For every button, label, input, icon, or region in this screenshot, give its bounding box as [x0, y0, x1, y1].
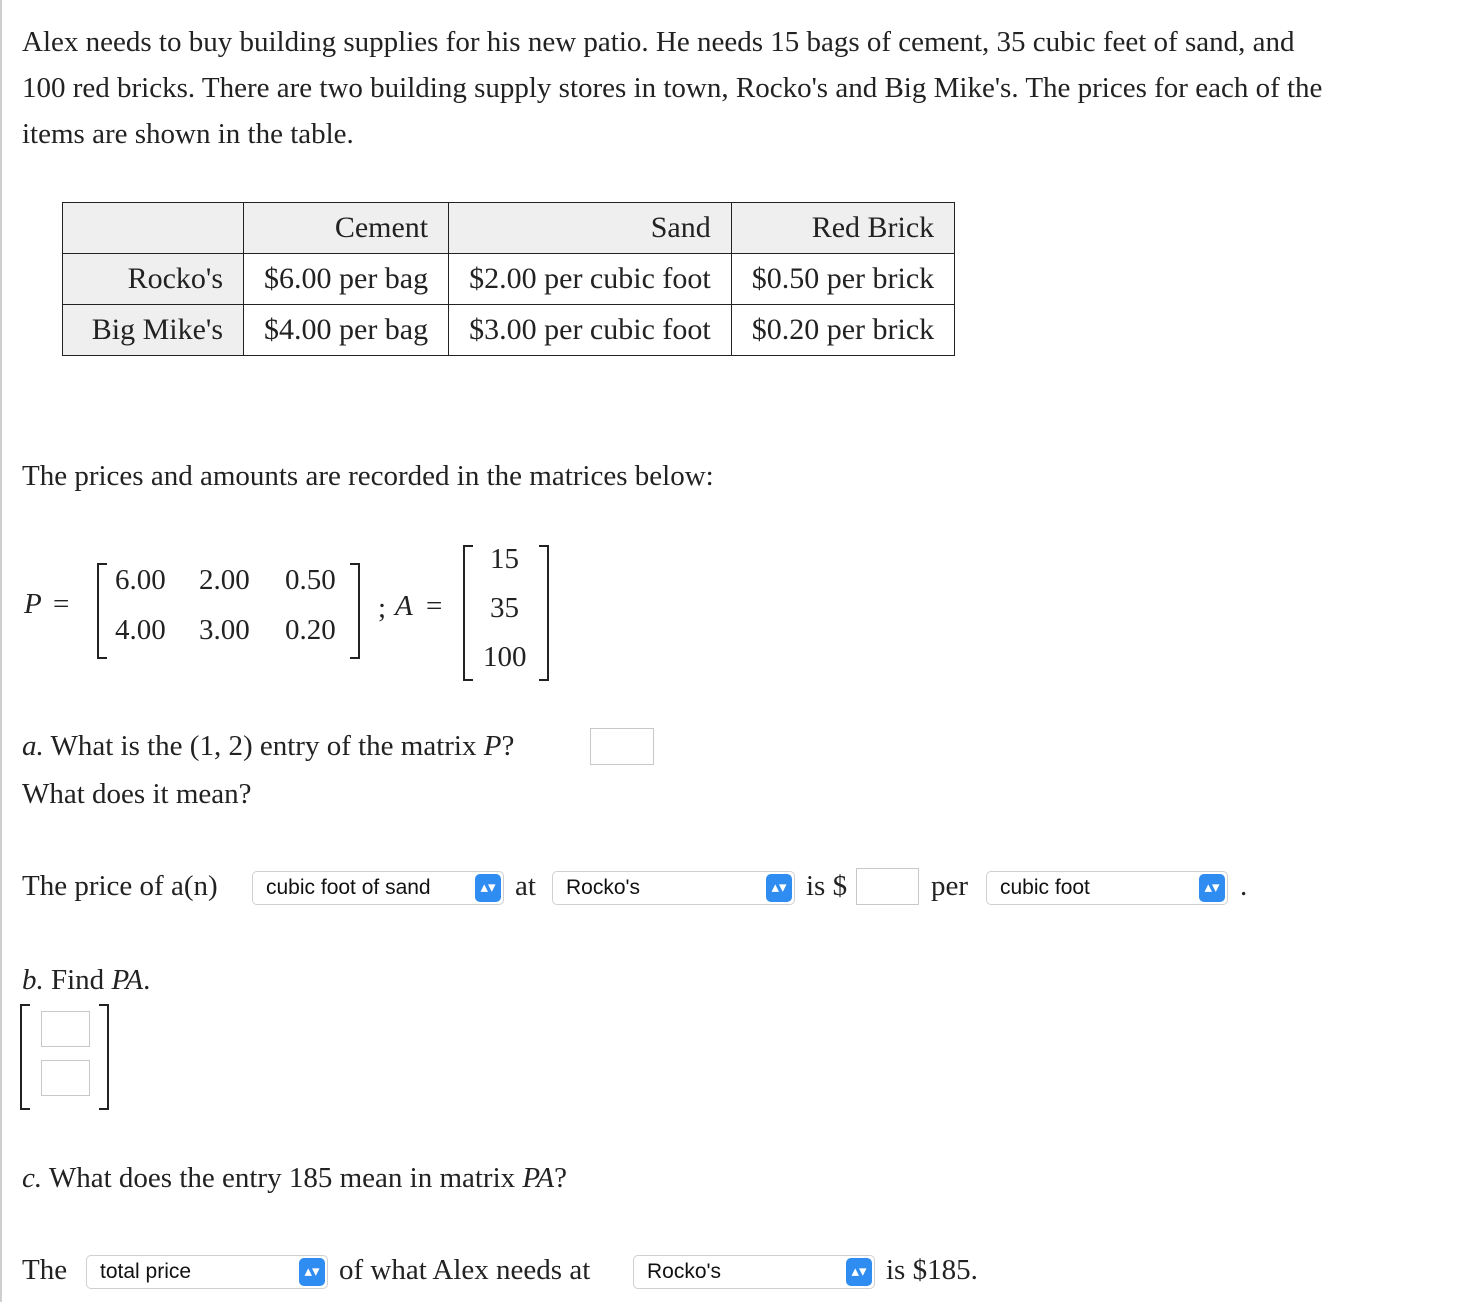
matrix-p-right-bracket — [350, 563, 360, 659]
matrix-a-cell: 15 — [490, 543, 519, 575]
part-c-marker: c. — [22, 1162, 43, 1194]
part-c-end: ? — [554, 1162, 567, 1194]
table-row — [63, 305, 955, 356]
matrix-a-label: A — [395, 590, 413, 622]
matrix-p-equals: = — [53, 588, 70, 620]
matrix-a-cell: 100 — [483, 641, 527, 673]
up-down-chevron-icon: ▴▾ — [475, 874, 501, 902]
part-b-end: . — [143, 964, 151, 996]
sentence-c-text-3: is $185. — [886, 1254, 978, 1286]
part-a-question-end: ? — [501, 730, 515, 762]
pa-right-bracket — [99, 1004, 109, 1110]
pa-entry-2-input[interactable] — [41, 1060, 90, 1096]
part-a-question-text: What is the (1, 2) entry of the matrix — [50, 730, 484, 762]
matrix-separator: ; — [378, 592, 387, 624]
row-header-big-mikes: Big Mike's — [63, 305, 244, 356]
up-down-chevron-icon: ▴▾ — [1199, 874, 1225, 902]
part-b-question — [22, 957, 150, 1003]
table-cell: $3.00 per cubic foot — [449, 305, 732, 356]
matrix-a-equals: = — [426, 590, 443, 622]
matrix-p-cell: 2.00 — [199, 564, 250, 596]
matrix-p-left-bracket — [97, 563, 107, 659]
store-select-value: Rocko's — [566, 876, 641, 899]
matrix-p-cell: 4.00 — [115, 614, 166, 646]
quantity-select[interactable] — [86, 1255, 328, 1289]
up-down-chevron-icon: ▴▾ — [299, 1258, 325, 1286]
part-a-var: P — [483, 730, 502, 762]
matrix-p-cell: 0.20 — [285, 614, 336, 646]
matrix-p-cell: 3.00 — [199, 614, 250, 646]
store-select-c-value: Rocko's — [647, 1260, 722, 1283]
up-down-chevron-icon: ▴▾ — [766, 874, 792, 902]
table-cell: $6.00 per bag — [244, 254, 449, 305]
table-cell: $0.20 per brick — [731, 305, 954, 356]
price-table — [62, 202, 955, 356]
header-cement: Cement — [244, 203, 449, 254]
part-b-var: PA — [111, 964, 144, 996]
sentence-a-text-5: . — [1240, 870, 1248, 902]
matrix-p-cell: 6.00 — [115, 564, 166, 596]
part-a-question — [22, 723, 514, 769]
part-c-question — [22, 1155, 567, 1201]
sentence-c-text-1: The — [22, 1254, 68, 1286]
part-b-marker: b. — [22, 964, 44, 996]
pa-entry-1-input[interactable] — [41, 1011, 90, 1047]
table-cell: $2.00 per cubic foot — [449, 254, 732, 305]
unit-select[interactable] — [986, 871, 1228, 905]
part-c-var: PA — [522, 1162, 555, 1194]
matrix-a-cell: 35 — [490, 592, 519, 624]
sentence-a-text-4: per — [931, 870, 969, 902]
price-input[interactable] — [856, 868, 919, 905]
header-sand: Sand — [449, 203, 732, 254]
table-cell: $4.00 per bag — [244, 305, 449, 356]
part-a-question-2: What does it mean? — [22, 778, 252, 810]
part-b-text: Find — [51, 964, 112, 996]
table-header-row — [63, 203, 955, 254]
row-header-rockos: Rocko's — [63, 254, 244, 305]
unit-select-value: cubic foot — [1000, 876, 1090, 899]
up-down-chevron-icon: ▴▾ — [846, 1258, 872, 1286]
matrices-intro: The prices and amounts are recorded in the matrices below: — [22, 460, 714, 492]
sentence-a-text-1: The price of a(n) — [22, 870, 218, 902]
store-select[interactable] — [552, 871, 795, 905]
header-red-brick: Red Brick — [731, 203, 954, 254]
matrix-a-left-bracket — [463, 545, 473, 681]
matrix-p-cell: 0.50 — [285, 564, 336, 596]
matrix-a-right-bracket — [539, 545, 549, 681]
sentence-c-text-2: of what Alex needs at — [339, 1254, 591, 1286]
matrix-p-label: P — [24, 588, 42, 620]
pa-left-bracket — [20, 1004, 30, 1110]
item-select[interactable] — [252, 871, 504, 905]
quantity-select-value: total price — [100, 1260, 192, 1283]
store-select-c[interactable] — [633, 1255, 875, 1289]
entry-answer-input[interactable] — [590, 728, 654, 765]
part-c-text: What does the entry 185 mean in matrix — [48, 1162, 523, 1194]
part-a-marker: a. — [22, 730, 44, 762]
table-corner-cell — [63, 203, 244, 254]
intro-line-2: 100 red bricks. There are two building supply stores in town, Rocko's and Big Mike's. The prices for each of the — [22, 72, 1323, 104]
table-cell: $0.50 per brick — [731, 254, 954, 305]
table-row — [63, 254, 955, 305]
intro-line-1: Alex needs to buy building supplies for his new patio. He needs 15 bags of cement, 35 cubic feet of sand, and — [22, 26, 1295, 58]
sentence-a-text-2: at — [515, 870, 536, 902]
sentence-a-text-3: is $ — [806, 870, 848, 902]
item-select-value: cubic foot of sand — [266, 876, 431, 899]
intro-line-3: items are shown in the table. — [22, 118, 354, 150]
